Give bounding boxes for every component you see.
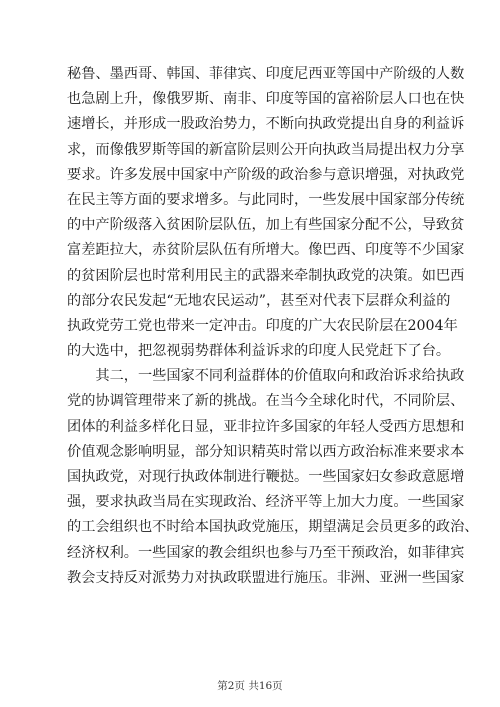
text-line: 在民主等方面的要求增多。与此同时，一些发展中国家部分传统 (67, 191, 465, 208)
text-line: 价值观念影响明显，部分知识精英时常以西方政治标准来要求本 (67, 443, 465, 460)
text-line: 秘鲁、墨西哥、韩国、菲律宾、印度尼西亚等国中产阶级的人数 (67, 66, 465, 82)
text-line: 要求。许多发展中国家中产阶级的政治参与意识增强，对执政党 (67, 166, 465, 183)
text-line: 速增长，并形成一股政治势力，不断向执政党提出自身的利益诉 (67, 116, 465, 133)
text-line: 教会支持反对派势力对执政联盟进行施压。非洲、亚洲一些国家 (67, 569, 465, 586)
body-text (67, 62, 479, 591)
text-line: 其二，一些国家不同利益群体的价值取向和政治诉求给执政 (67, 368, 465, 385)
text-line: 的中产阶级落入贫困阶层队伍，加上有些国家分配不公，导致贫 (67, 217, 465, 234)
text-line: 国执政党，对现行执政体制进行鞭挞。一些国家妇女参政意愿增 (67, 469, 465, 485)
text-line: 富差距拉大，赤贫阶层队伍有所增大。像巴西、印度等不少国家 (67, 242, 465, 259)
text-line: 也急剧上升，像俄罗斯、南非、印度等国的富裕阶层人口也在快 (67, 91, 465, 108)
text-line: 执政党劳工党也带来一定冲击。印度的广大农民阶层在2004年 (67, 317, 458, 334)
text-line: 的大选中，把忽视弱势群体利益诉求的印度人民党赶下了台。 (67, 343, 451, 360)
text-line: 的贫困阶层也时常利用民主的武器来牵制执政党的决策。如巴西 (67, 267, 465, 284)
text-line: 党的协调管理带来了新的挑战。在当今全球化时代，不同阶层、 (67, 393, 465, 410)
text-line: 的工会组织也不时给本国执政党施压，期望满足会员更多的政治、 (67, 519, 479, 536)
text-line: 求，而像俄罗斯等国的新富阶层则公开向执政当局提出权力分享 (67, 141, 465, 158)
text-line: 强，要求执政当局在实现政治、经济平等上加大力度。一些国家 (67, 494, 465, 511)
text-line: 的部分农民发起“无地农民运动”，甚至对代表下层群众利益的 (67, 292, 451, 309)
page-footer: 第2页 共16页 (217, 680, 283, 692)
text-line: 团体的利益多样化日显，亚非拉许多国家的年轻人受西方思想和 (67, 418, 465, 435)
text-line: 经济权利。一些国家的教会组织也参与乃至干预政治，如菲律宾 (67, 544, 465, 561)
